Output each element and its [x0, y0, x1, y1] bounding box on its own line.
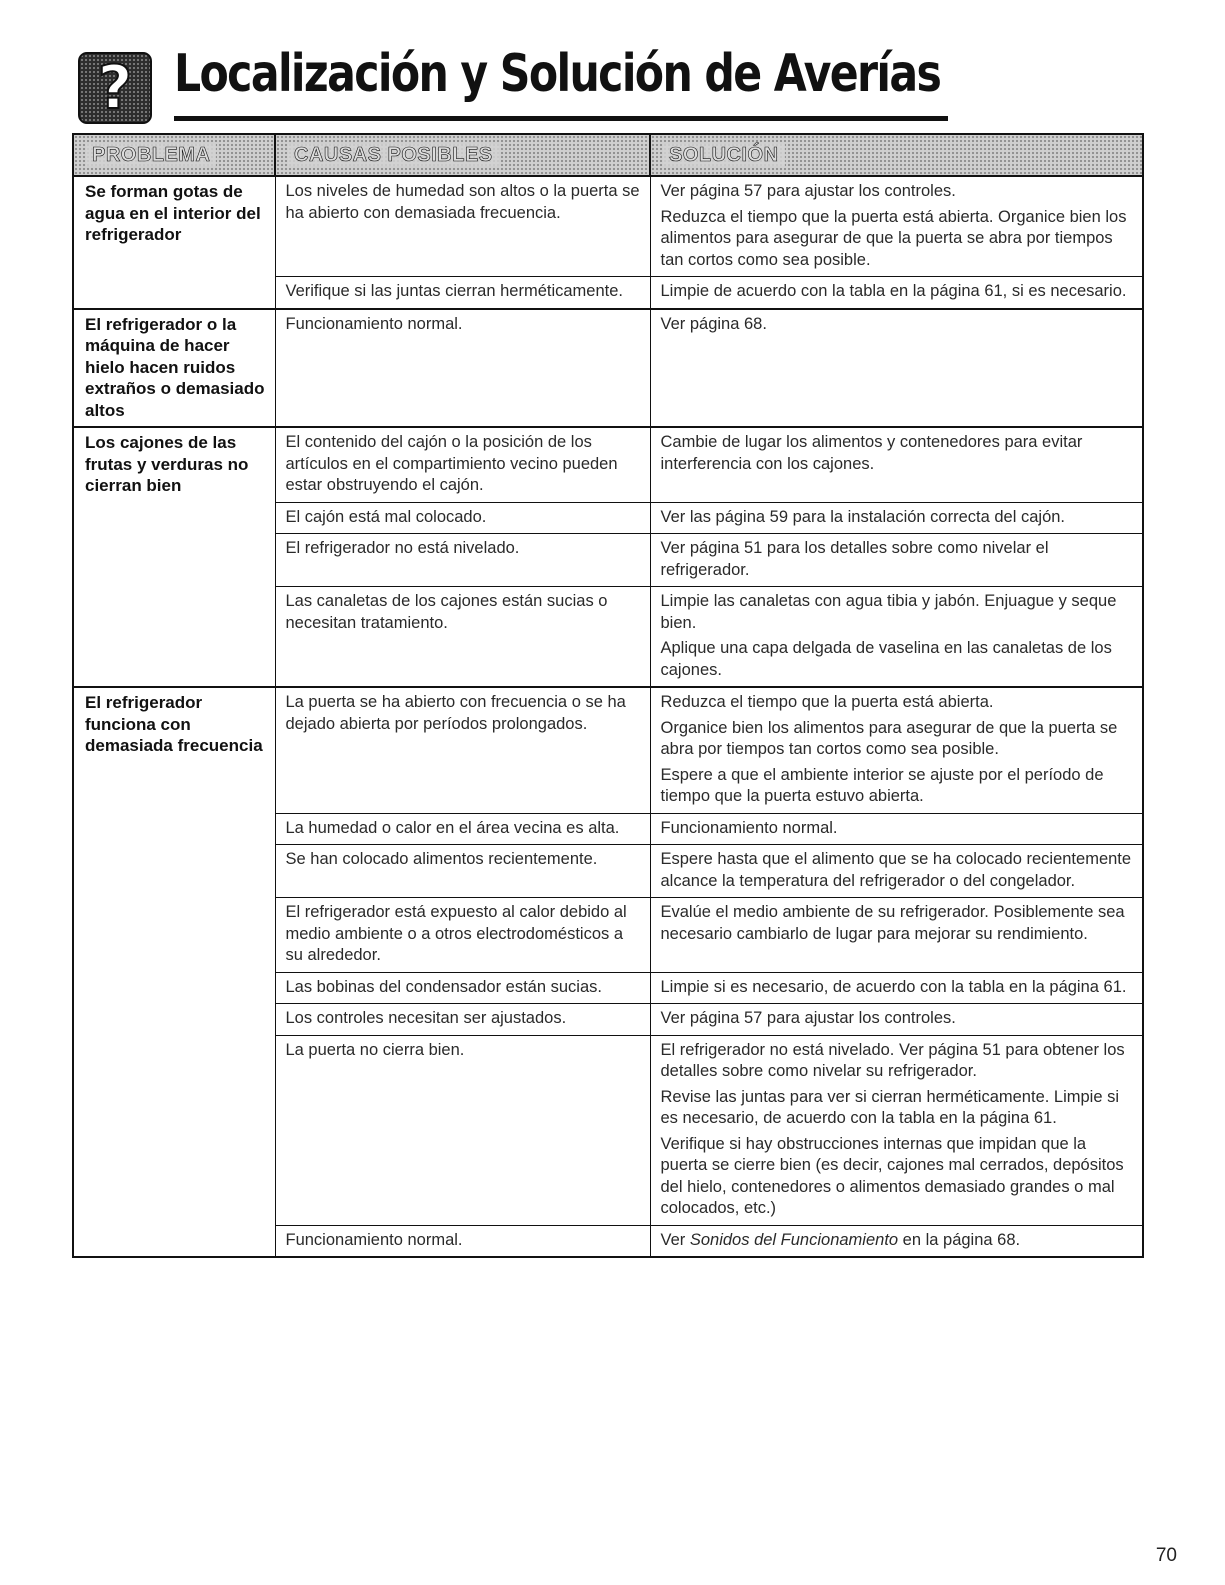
solution-text: El refrigerador no está nivelado. Ver página 51 para obtener los detalles sobre como nivelar su refrigerador.: [660, 1040, 1125, 1080]
title-underline: [174, 116, 948, 121]
solution-text: Limpie las canaletas con agua tibia y jabón. Enjuague y seque bien.: [660, 592, 1117, 632]
cause-cell: El contenido del cajón o la posición de los artículos en el compartimiento vecino pueden estar obstruyendo el cajón.: [275, 427, 650, 502]
solution-text: Cambie de lugar los alimentos y contenedores para evitar interferencia con los cajones.: [660, 433, 1083, 473]
table-row: [73, 309, 1143, 428]
solution-cell: [650, 813, 1143, 845]
problem-cell: El refrigerador o la máquina de hacer hielo hacen ruidos extraños o demasiado altos: [73, 309, 275, 428]
solution-text: Espere hasta que el alimento que se ha colocado recientemente alcance la temperatura del refrigerador o del congelador.: [660, 850, 1132, 890]
solution-prefix: Ver: [660, 1230, 690, 1249]
solution-text: Funcionamiento normal.: [660, 818, 838, 837]
cause-cell: El cajón está mal colocado.: [275, 502, 650, 534]
problem-cell: Los cajones de las frutas y verduras no cierran bien: [73, 427, 275, 687]
solution-cell: [650, 687, 1143, 813]
solution-cell: [650, 972, 1143, 1004]
solution-cell: [650, 534, 1143, 587]
cause-cell: Los niveles de humedad son altos o la puerta se ha abierto con demasiada frecuencia.: [275, 176, 650, 277]
solution-text: Ver página 57 para ajustar los controles.: [660, 1009, 956, 1027]
solution-cell: [650, 309, 1143, 428]
solution-text: Ver página 57 para ajustar los controles.: [660, 182, 956, 200]
solution-cell: [650, 502, 1143, 534]
cause-cell: La puerta se ha abierto con frecuencia o se ha dejado abierta por períodos prolongados.: [275, 687, 650, 813]
solution-text: Reduzca el tiempo que la puerta está abierta. Organice bien los alimentos para asegurar de que la puerta se abra por tiempos tan cortos como sea posible.: [660, 207, 1127, 269]
cause-cell: El refrigerador está expuesto al calor debido al medio ambiente o a otros electrodomésticos a su alrededor.: [275, 898, 650, 973]
header-causes: CAUSAS POSIBLES: [275, 134, 650, 176]
cause-cell: El refrigerador no está nivelado.: [275, 534, 650, 587]
solution-text: Evalúe el medio ambiente de su refrigerador. Posiblemente sea necesario cambiarlo de lugar para mejorar su rendimiento.: [660, 903, 1125, 943]
solution-cell: [650, 587, 1143, 688]
table-header-row: [73, 134, 1143, 176]
page-number: 70: [1155, 1545, 1177, 1566]
solution-cell: [650, 898, 1143, 973]
solution-text: [661, 1230, 1135, 1252]
header-problem: PROBLEMA: [73, 134, 275, 176]
table-row: [73, 687, 1143, 813]
table-body: [73, 176, 1143, 1257]
solution-cell: [650, 277, 1143, 309]
solution-cell: [650, 1035, 1143, 1225]
solution-text: Limpie de acuerdo con la tabla en la página 61, si es necesario.: [660, 282, 1127, 300]
cause-cell: La puerta no cierra bien.: [275, 1035, 650, 1225]
solution-cell: [650, 1004, 1143, 1036]
cause-cell: Los controles necesitan ser ajustados.: [275, 1004, 650, 1036]
solution-text: Ver las página 59 para la instalación correcta del cajón.: [660, 507, 1065, 526]
solution-text: Ver página 51 para los detalles sobre como nivelar el refrigerador.: [660, 539, 1049, 579]
page-header: [78, 44, 948, 124]
solution-text: Ver página 68.: [660, 314, 767, 333]
troubleshooting-table: [72, 133, 1144, 1258]
solution-text: Reduzca el tiempo que la puerta está abierta.: [660, 693, 994, 711]
cause-cell: Las canaletas de los cajones están sucias o necesitan tratamiento.: [275, 587, 650, 688]
solution-text: Revise las juntas para ver si cierran herméticamente. Limpie si es necesario, de acuerdo con la tabla en la página 61.: [660, 1087, 1120, 1127]
solution-text: Espere a que el ambiente interior se ajuste por el período de tiempo que la puerta estuvo abierta.: [660, 765, 1104, 805]
solution-text: Limpie si es necesario, de acuerdo con la tabla en la página 61.: [660, 977, 1127, 996]
solution-suffix: en la página 68.: [898, 1230, 1021, 1249]
table-row: [73, 176, 1143, 277]
solution-reference: Sonidos del Funcionamiento: [689, 1230, 899, 1249]
problem-cell: El refrigerador funciona con demasiada frecuencia: [73, 687, 275, 1257]
solution-cell: [650, 427, 1143, 502]
solution-text: Aplique una capa delgada de vaselina en las canaletas de los cajones.: [660, 639, 1112, 679]
problem-cell: Se forman gotas de agua en el interior del refrigerador: [73, 176, 275, 309]
question-icon: ?: [78, 52, 152, 124]
cause-cell: Funcionamiento normal.: [275, 309, 650, 428]
cause-cell: La humedad o calor en el área vecina es alta.: [275, 813, 650, 845]
cause-cell: Verifique si las juntas cierran herméticamente.: [275, 277, 650, 309]
header-solution: SOLUCIÓN: [650, 134, 1143, 176]
solution-text: Organice bien los alimentos para asegurar de que la puerta se abra por tiempos tan cortos como sea posible.: [660, 718, 1118, 758]
solution-cell: [650, 845, 1143, 898]
solution-text: Verifique si hay obstrucciones internas que impidan que la puerta se cierre bien (es decir, cajones mal cerrados, depósitos del hielo, contenedores o alimentos demasiado grandes o mal colocados, etc.): [660, 1134, 1124, 1217]
solution-cell: [650, 176, 1143, 277]
solution-cell: [650, 1225, 1143, 1257]
cause-cell: Las bobinas del condensador están sucias.: [275, 972, 650, 1004]
page-title: Localización y Solución de Averías: [174, 44, 941, 104]
cause-cell: Se han colocado alimentos recientemente.: [275, 845, 650, 898]
table-row: [73, 427, 1143, 502]
cause-cell: Funcionamiento normal.: [275, 1225, 650, 1257]
